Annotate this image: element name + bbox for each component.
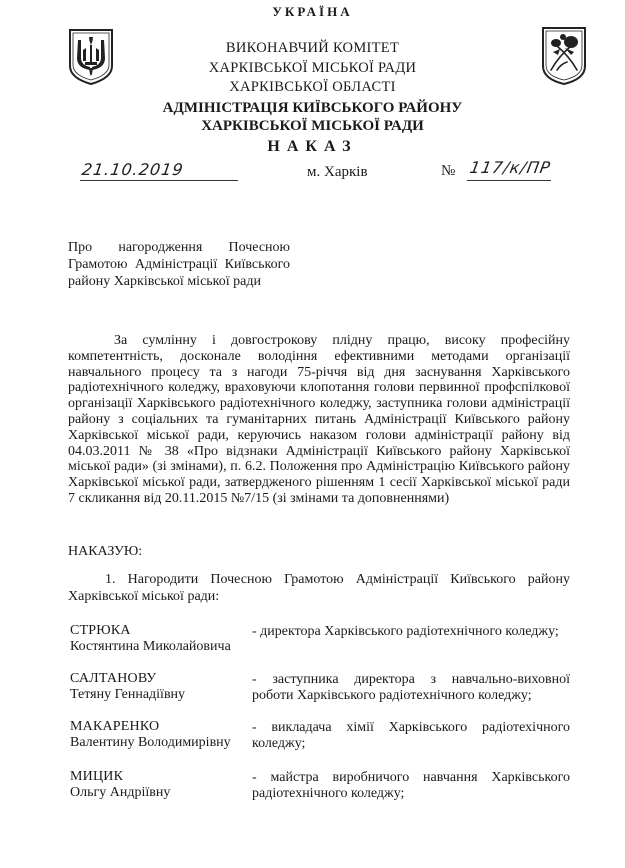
awardee-position: [252, 624, 570, 640]
awardee-name: [70, 671, 250, 703]
awardee-given-name: Ольгу Андріївну: [70, 785, 171, 800]
number-underline: [467, 180, 551, 181]
awardee-name: [70, 769, 250, 801]
awardee-surname: МАКАРЕНКО: [70, 719, 160, 734]
awardee-given-name: Валентину Володимирівну: [70, 735, 231, 750]
awardee-position-line: роботи Харківського радіотехнічного коледжу;: [252, 688, 532, 703]
order-date: 21.10.2019: [80, 160, 185, 179]
administration-line-1: АДМІНІСТРАЦІЯ КИЇВСЬКОГО РАЙОНУ: [162, 100, 463, 116]
subject-line-3: району Харківської міської ради: [68, 274, 261, 289]
order-item-1: 1. Нагородити Почесною Грамотою Адміністрації Київського району Харківської міської ради:: [68, 572, 570, 604]
awardee-name: [70, 719, 250, 751]
city-label: м. Харків: [307, 164, 368, 180]
awardee-name: [70, 623, 250, 655]
awardee-given-name: Костянтина Миколайовича: [70, 639, 231, 654]
awardee-surname: САЛТАНОВУ: [70, 671, 157, 686]
awardee-position: [252, 672, 570, 704]
order-number: 117/к/ПР: [468, 158, 553, 177]
preamble-paragraph: За сумлінну і довгострокову плідну працю, високу професійну компетентність, досконале володіння ефективними методами організації навчального процесу та з нагоди 75-річчя від дня заснування Харківського радіотехнічного коледжу, враховуючи клопотання голови первинної профспілкової організації Харківського радіотехнічного коледжу, заступника голови адміністрації району з соціальних та гуманітарних питань Адміністрації Київського району Харківської міської ради, керуючись наказом голови адміністрації району від 04.03.2011 № 38 «Про відзнаки Адміністрації Київського району Харківської міської ради» (зі змінами), п. 6.2. Положення про Адміністрацію Київського району Харківської міської ради, затвердженого рішенням 1 сесії Харківської міської ради 7 скликання від 20.11.2015 №7/15 (зі змінами та доповненнями): [68, 333, 570, 506]
awardee-given-name: Тетяну Геннадіївну: [70, 687, 186, 702]
awardee-position: [252, 720, 570, 752]
committee-line-3: ХАРКІВСЬКОЇ ОБЛАСТІ: [229, 79, 396, 95]
committee-line-1: ВИКОНАВЧИЙ КОМІТЕТ: [225, 40, 400, 56]
committee-line-2: ХАРКІВСЬКОЇ МІСЬКОЇ РАДИ: [208, 60, 417, 76]
awardee-position-line: - директора Харківського радіотехнічного коледжу;: [252, 624, 559, 639]
subject-line-2: Грамотою Адміністрації Київського: [68, 257, 290, 272]
awardee-position-line: радіотехнічного коледжу;: [252, 786, 405, 801]
country-title: УКРАЇНА: [272, 4, 353, 19]
date-underline: [80, 180, 238, 181]
subject-line-1: Про нагородження Почесною: [68, 240, 290, 255]
awardee-position-line: - заступника директора з навчально-виховної: [252, 672, 570, 687]
decree-heading: НАКАЗУЮ:: [68, 544, 143, 559]
number-sign: №: [441, 163, 456, 179]
administration-line-2: ХАРКІВСЬКОЇ МІСЬКОЇ РАДИ: [201, 118, 424, 134]
awardee-surname: СТРЮКА: [70, 623, 131, 638]
ukraine-trident-emblem-icon: [68, 28, 114, 86]
document-type-title: НАКАЗ: [267, 138, 358, 155]
awardee-surname: МИЦИК: [70, 769, 124, 784]
awardee-position-line: - викладача хімії Харківського радіотехічного: [252, 720, 570, 735]
order-subject: [68, 239, 290, 290]
awardee-position-line: - майстра виробничого навчання Харківського: [252, 770, 570, 785]
awardee-position-line: коледжу;: [252, 736, 306, 751]
kharkiv-city-emblem-icon: [541, 26, 587, 86]
awardee-position: [252, 770, 570, 802]
